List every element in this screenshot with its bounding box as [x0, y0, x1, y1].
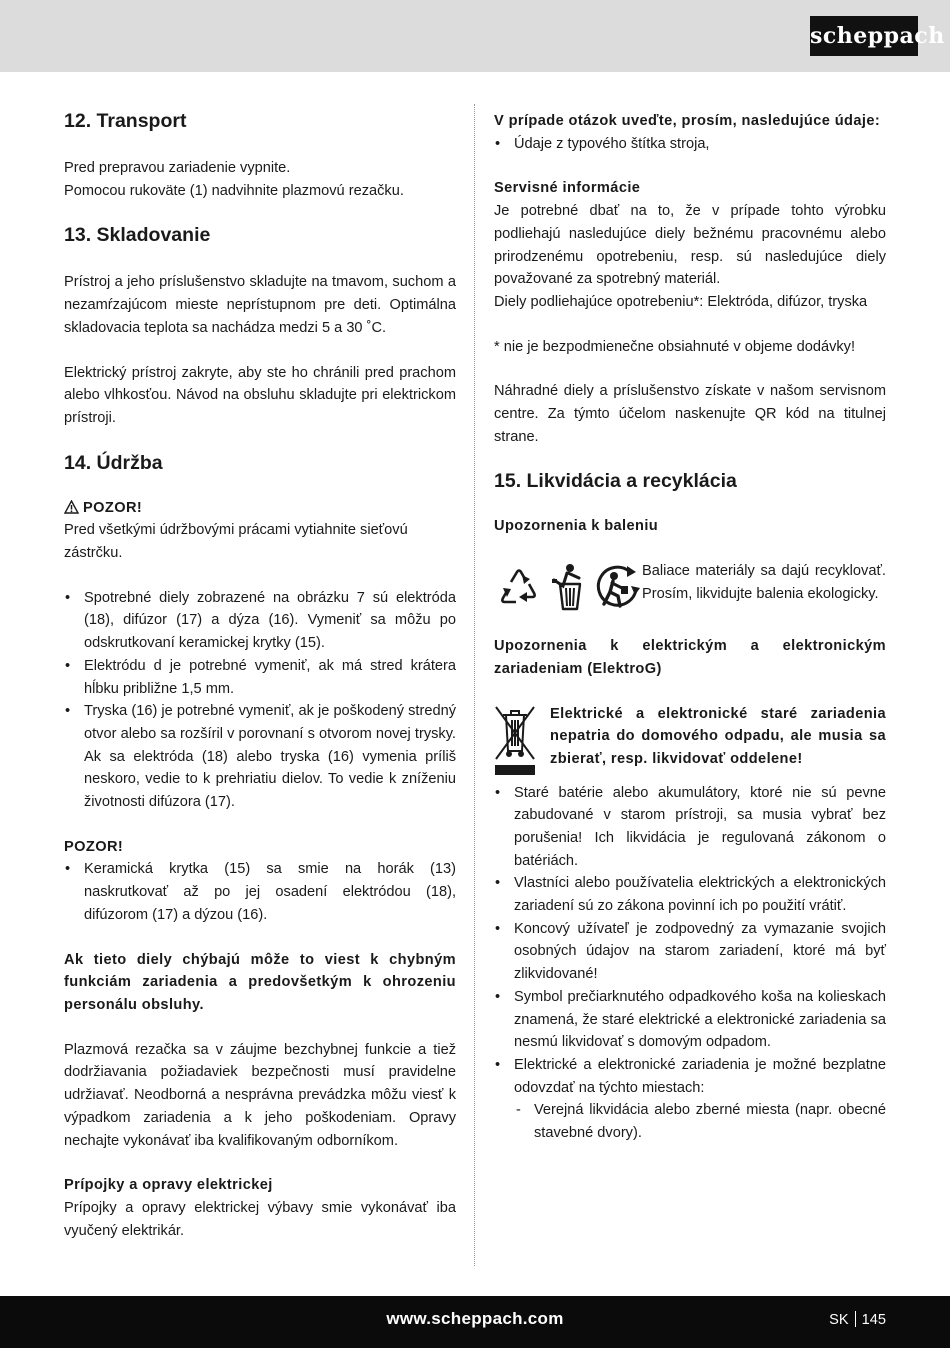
weee-icon-wrap	[494, 703, 550, 782]
questions-heading: V prípade otázok uveďte, prosím, nasledujúce údaje:	[494, 113, 881, 129]
section-15-heading: 15. Likvidácia a recyklácia	[494, 470, 737, 493]
weee-bold-text: Elektrické a elektronické staré zariadenia nepatria do domového odpadu, ale musia sa zbierať, resp. likvidovať oddelene!	[550, 705, 886, 767]
packaging-text: Baliace materiály sa dajú recyklovať. Prosím, likvidujte balenia ekologicky.	[642, 563, 886, 602]
recycle-icon	[494, 562, 544, 612]
warning-label: POZOR!	[83, 499, 143, 516]
transport-paragraph-1: Pred prepravou zariadenie vypnite.	[64, 160, 291, 176]
warning-triangle-icon	[64, 500, 79, 514]
footer	[0, 1296, 950, 1348]
spare-parts-text: Náhradné diely a príslušenstvo získate v našom servisnom centre. Za týmto účelom naskenujte QR kód na titulnej strane.	[494, 383, 886, 445]
service-text: Je potrebné dbať na to, že v prípade tohto výrobku podliehajú nasledujúce diely bežnému pracovnému alebo prirodzenému opotrebeniu, resp. sú nasledujúce diely považované za spotrebný materiál.	[494, 203, 886, 288]
packaging-heading: Upozornenia k baleniu	[494, 518, 659, 535]
list-item: • Staré batérie alebo akumulátory, ktoré nie sú pevne zabudované v starom prístroji, sa musia vybrať bez porušenia! Ich likvidácia je regulovaná zákonom o batériách.	[494, 782, 886, 873]
trash-bin-person-icon	[546, 562, 590, 612]
transport-paragraph-2: Pomocou rukoväte (1) nadvihnite plazmovú rezačku.	[64, 182, 404, 199]
packaging-icons	[494, 560, 642, 612]
page-number-value: 145	[861, 1312, 886, 1328]
service-heading: Servisné informácie	[494, 180, 641, 197]
list-item: • Elektródu d je potrebné vymeniť, ak má stred krátera hĺbku približne 1,5 mm.	[64, 655, 456, 700]
list-item: - Verejná likvidácia alebo zberné miesta (napr. obecné stavebné dvory).	[514, 1099, 886, 1144]
page-separator	[855, 1311, 856, 1327]
warning-text: Pred všetkými údržbovými prácami vytiahnite sieťovú zástrčku.	[64, 522, 408, 562]
weee-list	[494, 782, 886, 1100]
warning-heading	[64, 497, 456, 520]
page-number	[829, 1311, 886, 1328]
list-item: • Elektrické a elektronické zariadenia je možné bezplatne odovzdať na týchto miestach:	[494, 1054, 886, 1099]
storage-paragraph-2: Elektrický prístroj zakryte, aby ste ho chránili pred prachom alebo vlhkosťou. Návod na obsluhu skladujte pri elektrickom prístroji.	[64, 364, 456, 426]
section-14-heading: 14. Údržba	[64, 451, 163, 474]
maintenance-list	[64, 587, 456, 814]
maintenance-paragraph: Plazmová rezačka sa v záujme bezchybnej funkcie a tiež dodržiavania požiadaviek bezpečnosti musí pravidelne udržiavať. Neodborná a nesprávna prevádzka môžu viesť k výpadkom zariadenia a k jeho poškodeniam. Opravy nechajte vykonávať iba kvalifikovaným odborníkom.	[64, 1041, 456, 1149]
column-divider	[474, 104, 475, 1266]
electrical-repairs-heading: Prípojky a opravy elektrickej	[64, 1177, 273, 1194]
brand-logo: scheppach	[810, 16, 918, 56]
storage-paragraph-1: Prístroj a jeho príslušenstvo skladujte na tmavom, suchom a nezamŕzajúcom mieste neprístupnom pre deti. Optimálna skladovacia teplota sa nachádza medzi 5 a 30 ˚C.	[64, 274, 456, 336]
list-item: • Keramická krytka (15) sa smie na horák (13) naskrutkovať až po jej osadení elektródou (18), difúzorom (17) a dýzou (16).	[64, 858, 456, 926]
crossed-out-wheelie-bin-icon	[494, 705, 536, 777]
footnote-text: * nie je bezpodmienečne obsiahnuté v objeme dodávky!	[494, 338, 856, 355]
questions-list	[494, 133, 886, 156]
pozor-list	[64, 858, 456, 926]
weee-heading: Upozornenia k elektrickým a elektronickým zariadeniam (ElektroG)	[494, 638, 886, 677]
list-item: • Koncový užívateľ je zodpovedný za vymazanie svojich osobných údajov na starom zariadení, ktoré má byť zlikvidované!	[494, 918, 886, 986]
list-item: • Vlastníci alebo používatelia elektrických a elektronických zariadení sú zo zákona povinní ich po použití vrátiť.	[494, 872, 886, 917]
section-13-heading: 13. Skladovanie	[64, 224, 211, 247]
electrical-repairs-text: Prípojky a opravy elektrickej výbavy smie vykonávať iba vyučený elektrikár.	[64, 1199, 456, 1239]
section-12-heading: 12. Transport	[64, 110, 187, 132]
header-band	[0, 0, 950, 72]
list-item: • Symbol prečiarknutého odpadkového koša na kolieskach znamená, že staré elektrické a elektronické zariadenia sa nesmú likvidovať s domovým odpadom.	[494, 986, 886, 1054]
list-item: • Tryska (16) je potrebné vymeniť, ak je poškodený stredný otvor alebo sa rozšíril v porovnaní s otvorom novej trysky. Ak sa elektróda (18) alebo tryska (16) vymenia príliš neskoro, vedie to k prehriatiu dielov. To vedie k zníženiu životnosti difúzora (17).	[64, 700, 456, 814]
missing-parts-warning: Ak tieto diely chýbajú môže to viest k chybným funkciám zariadenia a predovšetkým k ohrozeniu personálu obsluhy.	[64, 951, 456, 1013]
weee-dash-list	[494, 1099, 886, 1144]
weee-row	[494, 703, 886, 782]
left-column	[64, 106, 456, 1242]
packaging-row	[494, 560, 886, 612]
list-item: • Údaje z typového štítka stroja,	[494, 133, 886, 156]
recycle-person-icon	[592, 562, 642, 612]
wear-parts-text: Diely podliehajúce opotrebeniu*: Elektróda, difúzor, tryska	[494, 293, 868, 310]
pozor-heading: POZOR!	[64, 838, 124, 855]
language-code: SK	[829, 1312, 849, 1328]
right-column	[494, 106, 886, 1145]
footer-website-link[interactable]: www.scheppach.com	[386, 1309, 564, 1328]
list-item: • Spotrebné diely zobrazené na obrázku 7 sú elektróda (18), difúzor (17) a dýza (16). Vymeniť sa môžu po odskrutkovaní keramickej krytky (15).	[64, 587, 456, 655]
